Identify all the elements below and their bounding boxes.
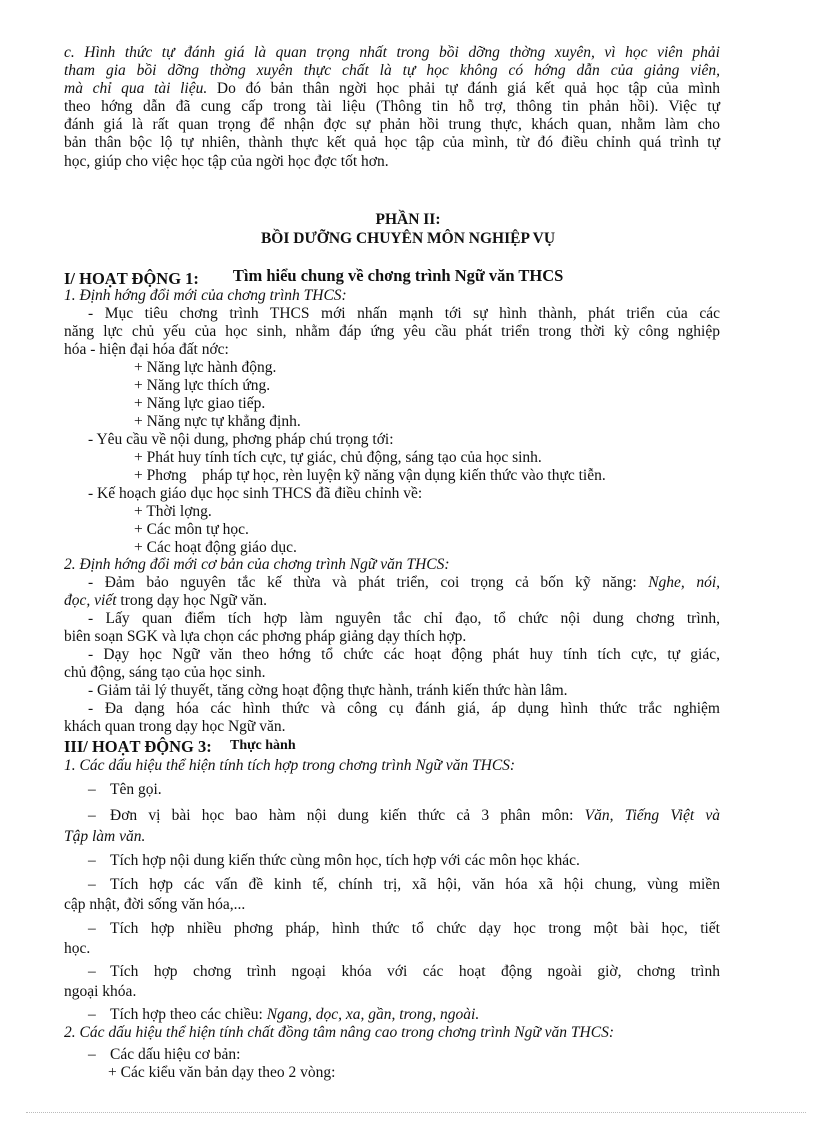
text-types: + Các kiểu văn bản dạy theo 2 vòng: (108, 1064, 336, 1081)
point-5-line-2: khách quan trong dạy học Ngữ văn. (64, 718, 286, 735)
activity-3-label: III/ HOẠT ĐỘNG 3: (64, 737, 212, 756)
para-2: - Yêu cầu về nội dung, phơng pháp chú trọng tới: (88, 431, 394, 448)
para-1-line-1: - Mục tiêu chơng trình THCS mới nhấn mạnh tới sự hình thành, phát triển của các (88, 305, 720, 322)
intro-line-3-rest: Do đó bản thân ngời học phải tự đánh giá kết quả học tập của mình (207, 80, 720, 97)
sign-5-line-2: học. (64, 940, 91, 957)
sign-4-line-2: cập nhật, đời sống văn hóa,... (64, 896, 246, 913)
point-1-line-1: - Đảm bảo nguyên tắc kế thừa và phát triển, coi trọng cả bốn kỹ năng: Nghe, nói, (88, 574, 721, 591)
activity-1-label: I/ HOẠT ĐỘNG 1: (64, 269, 199, 288)
intro-line-5: đánh giá là rất quan trọng để nhận đợc sự phản hồi trung thực, khách quan, nhằm làm cho (64, 116, 720, 133)
intro-line-1: c. Hình thức tự đánh giá là quan trọng nhất trong bồi dỡng thờng xuyên, vì học viên phải (64, 44, 720, 61)
sign-5-line-1: – Tích hợp nhiều phơng pháp, hình thức tổ chức dạy học trong một bài học, tiết (88, 920, 720, 937)
intro-line-4: theo hớng dẫn đã cung cấp trong tài liệu (Thông tin hỗ trợ, thông tin phản hồi). Việc tự (64, 98, 720, 115)
capability-2: + Năng lực thích ứng. (134, 377, 271, 394)
plan-2: + Các môn tự học. (134, 521, 249, 538)
sign-6-line-1: – Tích hợp chơng trình ngoại khóa với các hoạt động ngoài giờ, chơng trình (88, 963, 720, 980)
section-1-heading: 1. Định hớng đổi mới của chơng trình THCS: (64, 287, 347, 304)
intro-line-6: bản thân bộc lộ tự nhiên, thành thực kết quả học tập của mình, từ đó điều chỉnh quá trình tự (64, 134, 720, 151)
section-2-heading: 2. Định hớng đổi mới cơ bản của chơng trình Ngữ văn THCS: (64, 556, 450, 573)
point-3-line-2: chủ động, sáng tạo của học sinh. (64, 664, 266, 681)
part-subtitle: BỒI DƯỠNG CHUYÊN MÔN NGHIỆP VỤ (260, 230, 556, 247)
point-4: - Giảm tải lý thuyết, tăng cờng hoạt động thực hành, tránh kiến thức hàn lâm. (88, 682, 568, 699)
basic-signs: – Các dấu hiệu cơ bản: (88, 1046, 241, 1063)
point-5-line-1: - Đa dạng hóa các hình thức và công cụ đánh giá, áp dụng hình thức trắc nghiệm (88, 700, 720, 717)
part-title: PHẦN II: (375, 211, 441, 228)
sign-2-line-2: Tập làm văn. (64, 828, 146, 845)
para-1-line-2: năng lực chủ yếu của học sinh, nhằm đáp ứng yêu cầu phát triển trong thời kỳ công nghiệp (64, 323, 720, 340)
capability-1: + Năng lực hành động. (134, 359, 277, 376)
para-3: - Kế hoạch giáo dục học sinh THCS đã điều chỉnh về: (88, 485, 423, 502)
capability-3: + Năng lực giao tiếp. (134, 395, 266, 412)
activity-1-heading (64, 266, 720, 288)
point-2-line-1: - Lấy quan điểm tích hợp làm nguyên tắc chỉ đạo, tổ chức nội dung chơng trình, (88, 610, 720, 627)
point-3-line-1: - Dạy học Ngữ văn theo hớng tổ chức các hoạt động phát huy tính tích cực, tự giác, (88, 646, 720, 663)
para-1-line-3: hóa - hiện đại hóa đất nớc: (64, 341, 229, 358)
point-2-line-2: biên soạn SGK và lựa chọn các phơng pháp giảng dạy thích hợp. (64, 628, 467, 645)
activity-1-title: Tìm hiểu chung về chơng trình Ngữ văn THCS (232, 266, 564, 285)
sign-4-line-1: – Tích hợp các vấn đề kinh tế, chính trị, xã hội, văn hóa xã hội chung, vùng miền (88, 876, 720, 893)
plan-1: + Thời lợng. (134, 503, 212, 520)
intro-line-3 (64, 80, 720, 97)
plan-3: + Các hoạt động giáo dục. (134, 539, 297, 556)
activity-3-title: Thực hành (230, 738, 296, 753)
point-1-line-2: đọc, viết trong dạy học Ngữ văn. (64, 592, 267, 609)
page-bottom-divider (26, 1112, 806, 1113)
requirement-1: + Phát huy tính tích cực, tự giác, chủ động, sáng tạo của học sinh. (134, 449, 542, 466)
sign-2-line-1: – Đơn vị bài học bao hàm nội dung kiến thức cả 3 phân môn: Văn, Tiếng Việt và (88, 807, 720, 824)
capability-4: + Năng nực tự khẳng định. (134, 413, 301, 430)
sign-1: – Tên gọi. (88, 781, 162, 798)
act3-section-1-heading: 1. Các dấu hiệu thể hiện tính tích hợp trong chơng trình Ngữ văn THCS: (64, 757, 516, 774)
intro-line-7: học, giúp cho việc học tập của ngời học đợc tốt hơn. (64, 153, 389, 170)
sign-3: – Tích hợp nội dung kiến thức cùng môn học, tích hợp với các môn học khác. (88, 852, 580, 869)
intro-line-3-italic: mà chỉ qua tài liệu. (64, 80, 208, 97)
requirement-2: + Phơng pháp tự học, rèn luyện kỹ năng vận dụng kiến thức vào thực tiễn. (134, 467, 606, 484)
sign-7: – Tích hợp theo các chiều: Ngang, dọc, xa, gần, trong, ngoài. (88, 1006, 480, 1023)
activity-3-heading (64, 738, 720, 757)
sign-6-line-2: ngoại khóa. (64, 983, 137, 1000)
intro-line-2: tham gia bồi dỡng thờng xuyên thực chất là tự học không có hớng dẫn của giảng viên, (64, 62, 720, 79)
act3-section-2-heading: 2. Các dấu hiệu thể hiện tính chất đồng tâm nâng cao trong chơng trình Ngữ văn THCS: (64, 1024, 615, 1041)
